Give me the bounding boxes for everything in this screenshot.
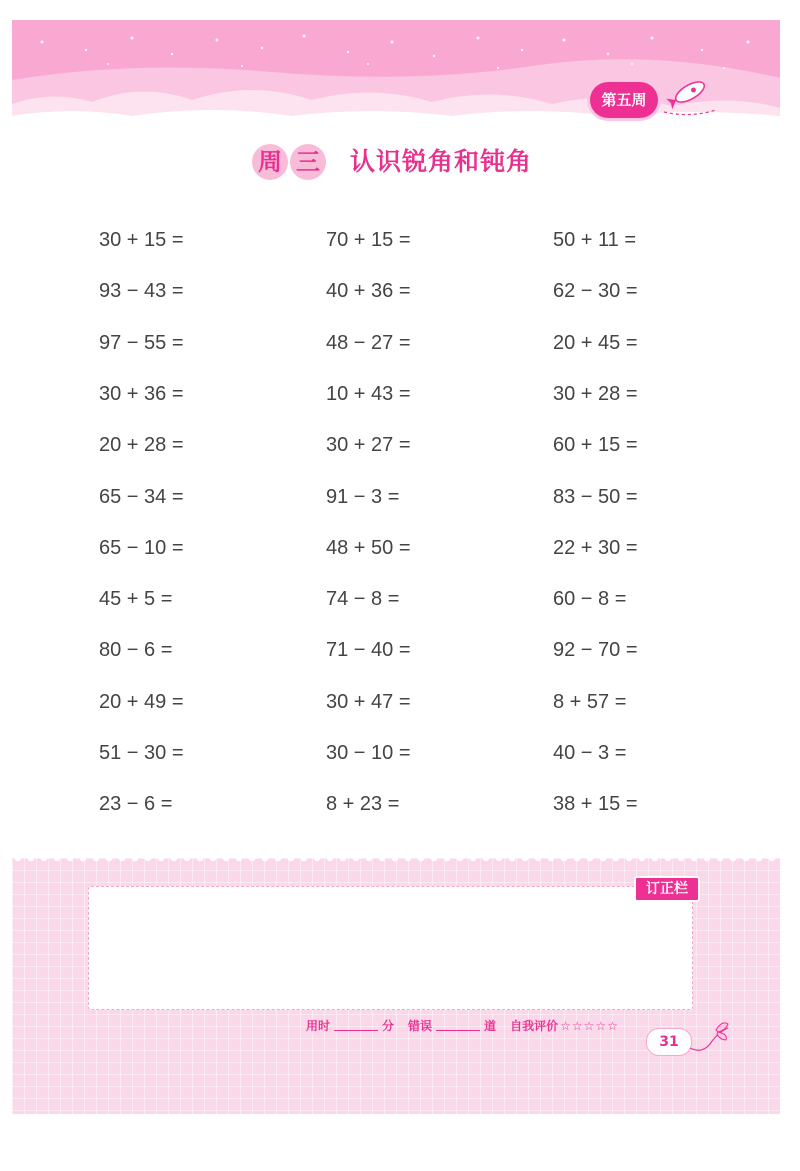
problem-item: 71 − 40 = (326, 639, 411, 662)
problem-item: 51 − 30 = (99, 742, 184, 764)
problem-item: 74 − 8 = (326, 588, 400, 611)
problem-item: 97 − 55 = (99, 331, 184, 354)
problem-row (0, 325, 800, 361)
problem-row (0, 530, 800, 566)
errors-unit: 道 (484, 1019, 497, 1033)
problem-item: 23 − 6 = (99, 793, 173, 816)
problem-row (0, 273, 800, 309)
problem-item: 70 + 15 = (326, 229, 411, 251)
problem-item: 40 − 3 = (553, 742, 627, 764)
problem-item: 8 + 57 = (553, 690, 627, 713)
time-blank[interactable] (334, 1016, 378, 1031)
problem-item: 93 − 43 = (99, 280, 184, 303)
problem-row (0, 735, 800, 771)
problem-item: 40 + 36 = (326, 280, 411, 303)
problem-item: 48 + 50 = (326, 536, 411, 559)
self-eval-stars[interactable]: ☆☆☆☆☆ (560, 1019, 619, 1033)
problem-item: 20 + 45 = (553, 331, 638, 354)
problem-item: 60 + 15 = (553, 434, 638, 457)
problem-item: 60 − 8 = (553, 588, 627, 611)
problem-item: 38 + 15 = (553, 793, 638, 816)
lesson-title-row (0, 140, 800, 190)
problem-item: 8 + 23 = (326, 793, 400, 816)
problem-row (0, 684, 800, 720)
problem-item: 50 + 11 = (553, 229, 637, 251)
problem-item: 80 − 6 = (99, 639, 173, 662)
problem-item: 65 − 34 = (99, 485, 184, 508)
problem-item: 30 + 47 = (326, 690, 411, 713)
perforated-edge (12, 858, 780, 868)
problem-row (0, 786, 800, 822)
self-eval-label: 自我评价 (510, 1019, 559, 1033)
problem-row (0, 222, 800, 258)
footer-panel (12, 858, 780, 1114)
problem-item: 22 + 30 = (553, 536, 638, 559)
weekday-char-2: 三 (290, 144, 326, 180)
time-unit: 分 (382, 1019, 395, 1033)
problem-item: 20 + 49 = (99, 690, 184, 713)
problem-item: 30 − 10 = (326, 742, 411, 764)
problem-item: 83 − 50 = (553, 485, 638, 508)
correction-label: 订正栏 (634, 876, 700, 902)
errors-blank[interactable] (436, 1016, 480, 1031)
problem-row (0, 632, 800, 668)
errors-label: 错误 (408, 1019, 433, 1033)
lesson-title: 认识锐角和钝角 (350, 147, 533, 176)
problem-item: 62 − 30 = (553, 280, 638, 303)
problem-row (0, 427, 800, 463)
problem-row (0, 581, 800, 617)
problem-item: 92 − 70 = (553, 639, 638, 662)
page-number: 31 (646, 1028, 692, 1056)
problem-item: 10 + 43 = (326, 382, 411, 405)
problem-item: 65 − 10 = (99, 536, 184, 559)
time-label: 用时 (306, 1019, 331, 1033)
rocket-icon (660, 72, 720, 120)
weekday-char-1: 周 (252, 144, 288, 180)
problem-row (0, 479, 800, 515)
butterfly-decoration-icon (688, 1018, 732, 1058)
problem-item: 30 + 27 = (326, 434, 411, 457)
problem-item: 48 − 27 = (326, 331, 411, 354)
week-badge: 第五周 (590, 82, 658, 118)
stats-line (306, 1016, 619, 1036)
problem-item: 45 + 5 = (99, 588, 173, 611)
correction-area[interactable] (88, 886, 693, 1010)
problem-item: 30 + 15 = (99, 229, 184, 251)
problem-item: 20 + 28 = (99, 434, 184, 457)
problem-item: 30 + 36 = (99, 382, 184, 405)
problem-item: 30 + 28 = (553, 382, 638, 405)
problem-item: 91 − 3 = (326, 485, 400, 508)
problem-row (0, 376, 800, 412)
